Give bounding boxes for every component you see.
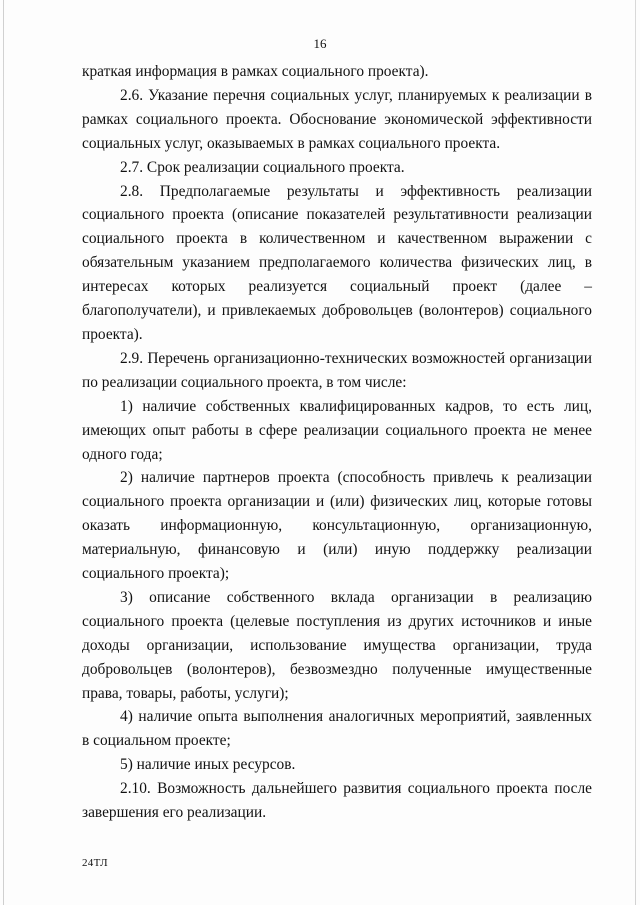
document-body bbox=[82, 60, 592, 825]
paragraph-2-7: 2.7. Срок реализации социального проекта. bbox=[120, 158, 405, 176]
list-item-5: 5) наличие иных ресурсов. bbox=[120, 756, 296, 774]
page-number: 16 bbox=[313, 36, 327, 51]
list-item-2: 2) наличие партнеров проекта (способность привлечь к реализации социального проекта организации и (или) физических лиц, которые готовы оказать информационную, консультационную, организационную, материальную, финансовую и (или) иную поддержку реализации социального проекта); bbox=[82, 469, 592, 583]
paragraph-2-9: 2.9. Перечень организационно-технических возможностей организации по реализации социального проекта, в том числе: bbox=[82, 349, 592, 391]
list-item-3: 3) описание собственного вклада организации в реализацию социального проекта (целевые поступления из других источников и иные доходы организации, использование имущества организации, труда добровольцев (волонтеров), безвозмездно полученные имущественные права, товары, работы, услуги); bbox=[82, 588, 592, 702]
paragraph-continuation: краткая информация в рамках социального проекта). bbox=[82, 63, 429, 80]
paragraph-2-10: 2.10. Возможность дальнейшего развития социального проекта после завершения его реализации. bbox=[82, 780, 592, 822]
list-item-1: 1) наличие собственных квалифицированных кадров, то есть лиц, имеющих опыт работы в сфере реализации социального проекта не менее одного года; bbox=[82, 397, 592, 463]
paragraph-2-6: 2.6. Указание перечня социальных услуг, планируемых к реализации в рамках социального проекта. Обоснование экономической эффективности социальных услуг, оказываемых в рамках социального проекта. bbox=[82, 86, 592, 152]
paragraph-2-8: 2.8. Предполагаемые результаты и эффективность реализации социального проекта (описание показателей результативности реализации социального проекта в количественном и качественном выражении с обязательным указанием предполагаемого количества физических лиц, в интересах которых реализуется социальный проект (далее – благополучатели), и привлекаемых добровольцев (волонтеров) социального проекта). bbox=[82, 182, 592, 343]
scan-edge-left bbox=[3, 0, 4, 905]
scan-edge-right bbox=[635, 0, 636, 905]
list-item-4: 4) наличие опыта выполнения аналогичных мероприятий, заявленных в социальном проекте; bbox=[82, 708, 592, 750]
footer-code: 24ТЛ bbox=[82, 857, 108, 869]
